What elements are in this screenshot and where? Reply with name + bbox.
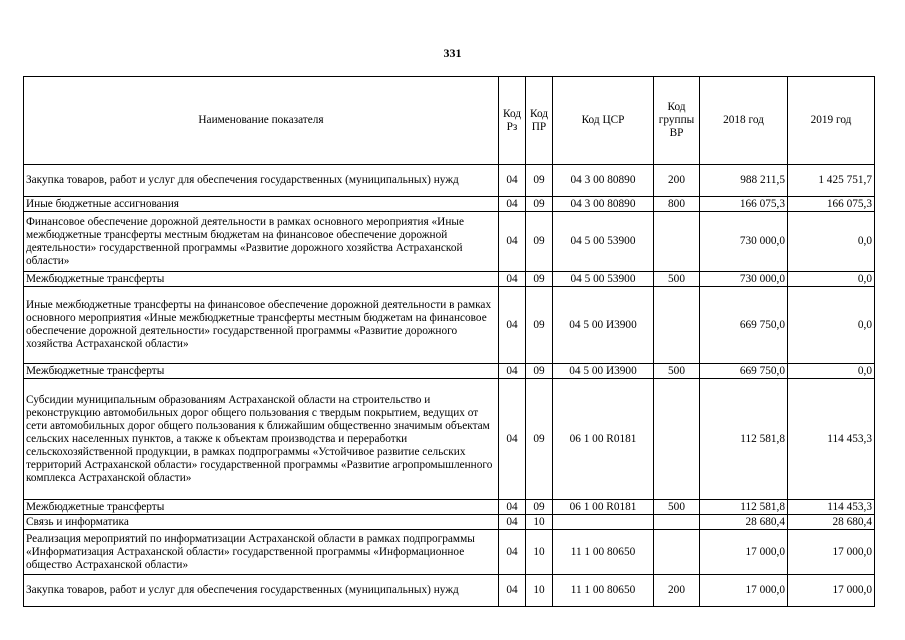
table-row	[24, 212, 875, 272]
cell-2018: 112 581,8	[700, 379, 788, 500]
cell-pr: 09	[526, 165, 553, 197]
cell-name: Финансовое обеспечение дорожной деятельности в рамках основного мероприятия «Иные межбюджетные трансферты местным бюджетам на финансовое обеспечение дорожной деятельности» государственной программы «Развитие дорожного хозяйства Астраханской области»	[24, 212, 499, 272]
cell-pr: 09	[526, 500, 553, 515]
cell-vr	[654, 379, 700, 500]
cell-rz: 04	[499, 212, 526, 272]
page-number: 331	[443, 46, 462, 60]
cell-name: Межбюджетные трансферты	[24, 364, 499, 379]
cell-name: Иные межбюджетные трансферты на финансовое обеспечение дорожной деятельности в рамках основного мероприятия «Иные межбюджетные трансферты местным бюджетам на финансовое обеспечение дорожной деятельности» государственной программы «Развитие дорожного хозяйства Астраханской области»	[24, 287, 499, 364]
cell-pr: 09	[526, 287, 553, 364]
cell-2019: 1 425 751,7	[788, 165, 875, 197]
header-row	[24, 77, 875, 165]
cell-rz: 04	[499, 364, 526, 379]
budget-table	[23, 76, 875, 607]
cell-name: Иные бюджетные ассигнования	[24, 197, 499, 212]
cell-vr: 500	[654, 272, 700, 287]
cell-2018: 730 000,0	[700, 212, 788, 272]
cell-csr: 04 5 00 И3900	[553, 364, 654, 379]
cell-2019: 0,0	[788, 272, 875, 287]
cell-name: Закупка товаров, работ и услуг для обеспечения государственных (муниципальных) нужд	[24, 575, 499, 607]
cell-csr: 04 3 00 80890	[553, 197, 654, 212]
cell-vr	[654, 212, 700, 272]
table-row	[24, 272, 875, 287]
cell-name: Субсидии муниципальным образованиям Астраханской области на строительство и реконструкцию автомобильных дорог общего пользования с твердым покрытием, ведущих от сети автомобильных дорог общего пользования к ближайшим общественно значимым объектам сельских населенных пунктов, а также к объектам производства и переработки сельскохозяйственной продукции, в рамках подпрограммы «Устойчивое развитие сельских территорий Астраханской области» государственной программы «Развитие агропромышленного комплекса Астраханской области»	[24, 379, 499, 500]
header-2018: 2018 год	[700, 77, 788, 165]
cell-pr: 09	[526, 197, 553, 212]
cell-rz: 04	[499, 500, 526, 515]
header-vr: Код группы ВР	[654, 77, 700, 165]
table-row	[24, 515, 875, 530]
header-2019: 2019 год	[788, 77, 875, 165]
table-row	[24, 197, 875, 212]
cell-csr: 04 5 00 53900	[553, 212, 654, 272]
cell-2018: 112 581,8	[700, 500, 788, 515]
cell-2019: 17 000,0	[788, 530, 875, 575]
cell-pr: 10	[526, 530, 553, 575]
table-row	[24, 364, 875, 379]
cell-vr	[654, 515, 700, 530]
cell-csr: 04 5 00 И3900	[553, 287, 654, 364]
cell-name: Межбюджетные трансферты	[24, 500, 499, 515]
table-row	[24, 165, 875, 197]
cell-rz: 04	[499, 575, 526, 607]
cell-name: Закупка товаров, работ и услуг для обеспечения государственных (муниципальных) нужд	[24, 165, 499, 197]
cell-2019: 0,0	[788, 364, 875, 379]
cell-2018: 730 000,0	[700, 272, 788, 287]
cell-csr	[553, 515, 654, 530]
cell-csr: 06 1 00 R0181	[553, 379, 654, 500]
cell-vr	[654, 287, 700, 364]
cell-name: Связь и информатика	[24, 515, 499, 530]
table-row	[24, 500, 875, 515]
cell-vr: 200	[654, 575, 700, 607]
cell-2019: 0,0	[788, 212, 875, 272]
cell-pr: 09	[526, 379, 553, 500]
table-row	[24, 575, 875, 607]
cell-name: Реализация мероприятий по информатизации Астраханской области в рамках подпрограммы «Информатизация Астраханской области» государственной программы «Информационное общество Астраханской области»	[24, 530, 499, 575]
cell-vr: 500	[654, 500, 700, 515]
cell-2018: 28 680,4	[700, 515, 788, 530]
cell-rz: 04	[499, 287, 526, 364]
cell-2018: 17 000,0	[700, 575, 788, 607]
cell-csr: 11 1 00 80650	[553, 575, 654, 607]
cell-vr: 200	[654, 165, 700, 197]
cell-rz: 04	[499, 515, 526, 530]
cell-2018: 166 075,3	[700, 197, 788, 212]
header-csr: Код ЦСР	[553, 77, 654, 165]
cell-rz: 04	[499, 165, 526, 197]
cell-pr: 09	[526, 272, 553, 287]
table-row	[24, 530, 875, 575]
cell-rz: 04	[499, 530, 526, 575]
cell-2018: 17 000,0	[700, 530, 788, 575]
header-name: Наименование показателя	[24, 77, 499, 165]
cell-2019: 0,0	[788, 287, 875, 364]
cell-2019: 17 000,0	[788, 575, 875, 607]
cell-vr: 800	[654, 197, 700, 212]
cell-vr: 500	[654, 364, 700, 379]
table-row	[24, 287, 875, 364]
cell-name: Межбюджетные трансферты	[24, 272, 499, 287]
cell-2019: 114 453,3	[788, 379, 875, 500]
cell-pr: 10	[526, 575, 553, 607]
header-rz: Код Рз	[499, 77, 526, 165]
table-row	[24, 379, 875, 500]
cell-2019: 114 453,3	[788, 500, 875, 515]
cell-csr: 11 1 00 80650	[553, 530, 654, 575]
cell-vr	[654, 530, 700, 575]
cell-2019: 166 075,3	[788, 197, 875, 212]
cell-pr: 09	[526, 212, 553, 272]
cell-2018: 988 211,5	[700, 165, 788, 197]
cell-2019: 28 680,4	[788, 515, 875, 530]
cell-rz: 04	[499, 197, 526, 212]
cell-2018: 669 750,0	[700, 287, 788, 364]
cell-csr: 04 3 00 80890	[553, 165, 654, 197]
cell-csr: 06 1 00 R0181	[553, 500, 654, 515]
cell-pr: 10	[526, 515, 553, 530]
cell-rz: 04	[499, 272, 526, 287]
cell-csr: 04 5 00 53900	[553, 272, 654, 287]
cell-rz: 04	[499, 379, 526, 500]
cell-pr: 09	[526, 364, 553, 379]
header-pr: Код ПР	[526, 77, 553, 165]
cell-2018: 669 750,0	[700, 364, 788, 379]
